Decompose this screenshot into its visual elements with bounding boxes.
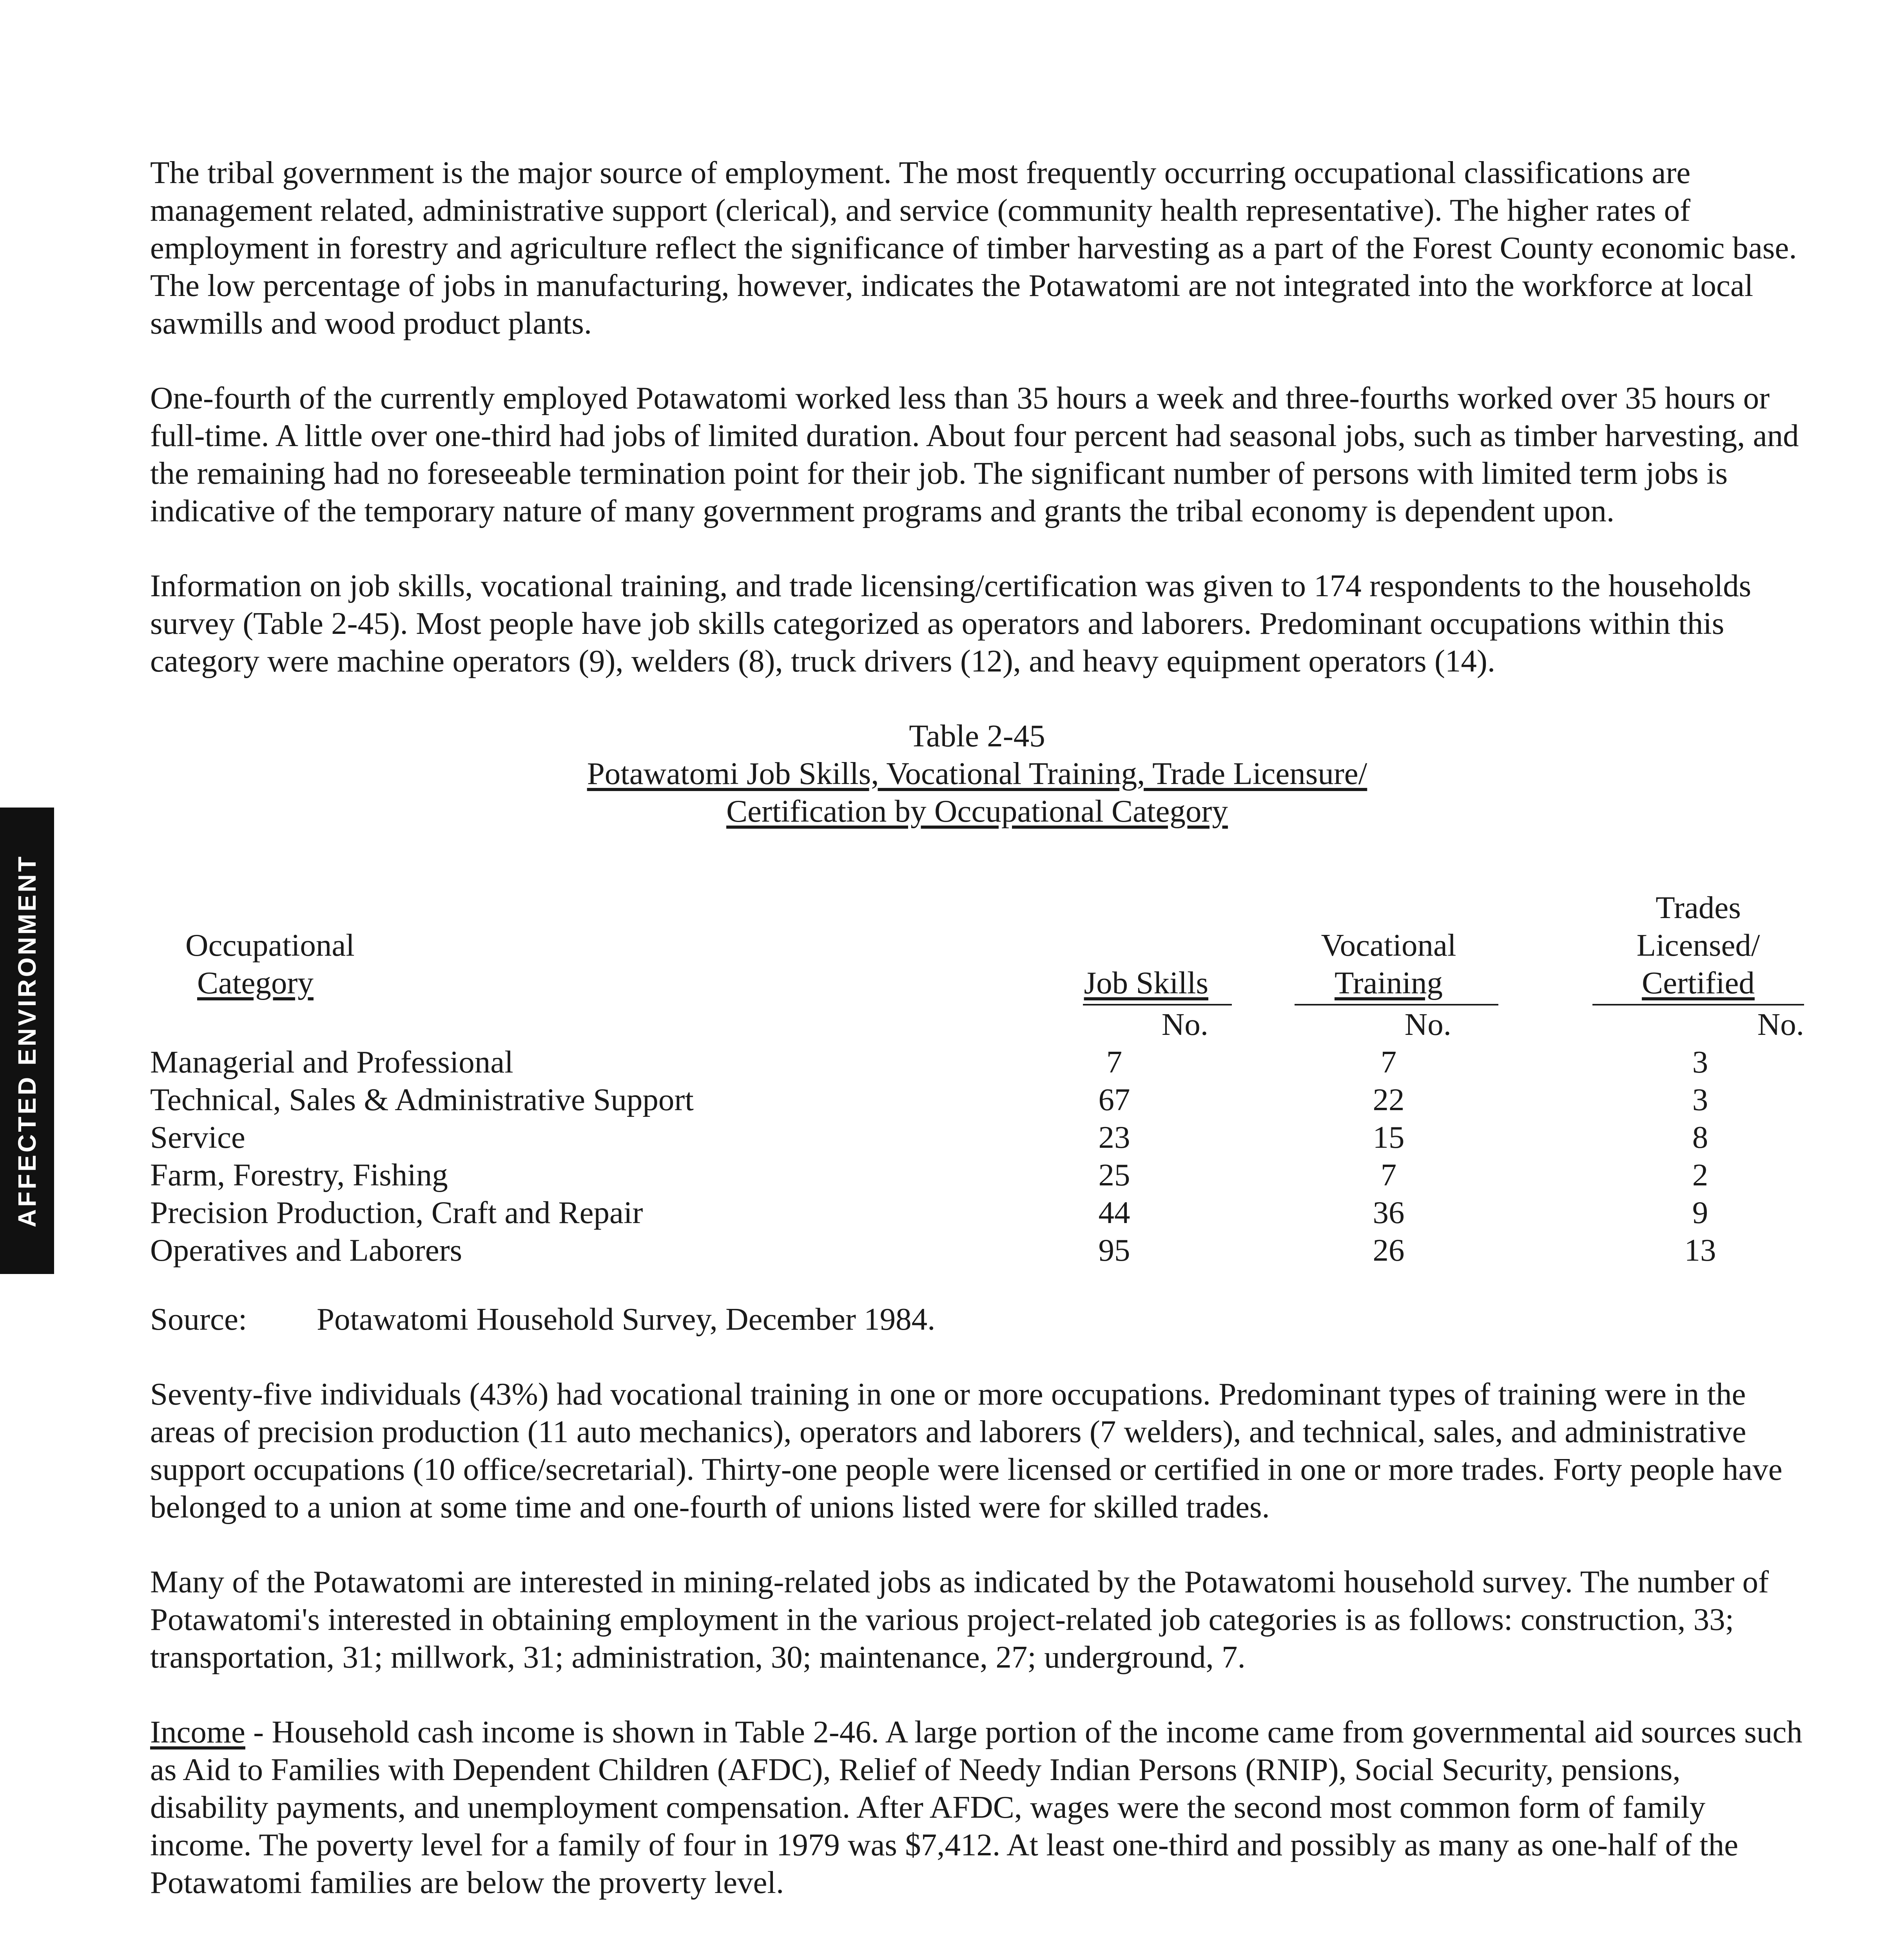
row-trades: 3 xyxy=(1692,1082,1708,1117)
header-trades-mid: Licensed/ xyxy=(1636,927,1760,963)
table-number: Table 2-45 xyxy=(909,718,1045,753)
table-title-line-1: Potawatomi Job Skills, Vocational Training, Trade Licensure/ xyxy=(587,756,1367,791)
row-trades: 2 xyxy=(1692,1157,1708,1192)
income-heading: Income xyxy=(150,1714,245,1749)
units-job-skills: No. xyxy=(1083,1004,1232,1043)
table-body xyxy=(150,1043,1804,1269)
table-caption xyxy=(150,717,1804,830)
table-title-line-2: Certification by Occupational Category xyxy=(726,793,1228,829)
table-row xyxy=(150,1156,1804,1194)
income-text: - Household cash income is shown in Table 2-46. A large portion of the income came from governmental aid sources such as Aid to Families with Dependent Children (AFDC), Relief of Needy Indian Persons (RNIP), Social Security, pensions, disability payments, and unemployment compensation. After AFDC, wages were the second most common form of family income. The poverty level for a family of four in 1979 was $7,412. At least one-third and possibly as many as one-half of the Potawatomi families are below the proverty level. xyxy=(150,1714,1803,1900)
row-category: Farm, Forestry, Fishing xyxy=(150,1157,448,1192)
row-vocational: 15 xyxy=(1373,1120,1405,1155)
header-vocational-top: Vocational xyxy=(1321,927,1456,963)
row-vocational: 22 xyxy=(1373,1082,1405,1117)
header-vocational-bottom: Training xyxy=(1334,965,1443,1000)
row-trades: 3 xyxy=(1692,1044,1708,1080)
table-source xyxy=(150,1300,1804,1338)
header-job-skills-label: Job Skills xyxy=(1084,965,1208,1000)
table-header xyxy=(150,889,1804,1002)
table-row xyxy=(150,1081,1804,1118)
header-category-top: Occupational xyxy=(185,927,355,963)
row-category: Operatives and Laborers xyxy=(150,1232,462,1268)
header-category-bottom: Category xyxy=(197,965,314,1000)
paragraph-income xyxy=(150,1713,1804,1901)
units-trades: No. xyxy=(1592,1004,1804,1043)
row-trades: 13 xyxy=(1684,1232,1716,1268)
paragraph-mining-interest: Many of the Potawatomi are interested in mining-related jobs as indicated by the Potawatomi household survey. The number of Potawatomi's interested in obtaining employment in the various project-related job categories is as follows: construction, 33; transportation, 31; millwork, 31; administration, 30; maintenance, 27; underground, 7. xyxy=(150,1564,1769,1675)
table-row xyxy=(150,1043,1804,1081)
row-vocational: 26 xyxy=(1373,1232,1405,1268)
page-content xyxy=(150,154,1804,1938)
row-vocational: 7 xyxy=(1380,1044,1397,1080)
row-job-skills: 95 xyxy=(1098,1232,1130,1268)
header-trades-bottom: Certified xyxy=(1642,965,1755,1000)
section-side-tab xyxy=(0,808,54,1274)
source-text: Potawatomi Household Survey, December 1984. xyxy=(317,1301,936,1337)
table-row xyxy=(150,1231,1804,1269)
paragraph-job-skills: Information on job skills, vocational training, and trade licensing/certification was given to 174 respondents to the households survey (Table 2-45). Most people have job skills categorized as operators and laborers. Predominant occupations within this category were machine operators (9), welders (8), truck drivers (12), and heavy equipment operators (14). xyxy=(150,568,1752,679)
row-category: Service xyxy=(150,1120,245,1155)
row-category: Technical, Sales & Administrative Support xyxy=(150,1082,694,1117)
occupation-table xyxy=(150,889,1804,1269)
row-job-skills: 44 xyxy=(1098,1195,1130,1230)
paragraph-employment: The tribal government is the major source of employment. The most frequently occurring occupational classifications are management related, administrative support (clerical), and service (community health representative). The higher rates of employment in forestry and agriculture reflect the significance of timber harvesting as a part of the Forest County economic base. The low percentage of jobs in manufacturing, however, indicates the Potawatomi are not integrated into the workforce at local sawmills and wood product plants. xyxy=(150,155,1797,341)
header-vocational xyxy=(1232,926,1498,1002)
paragraph-vocational: Seventy-five individuals (43%) had vocational training in one or more occupations. Predominant types of training were in the areas of precision production (11 auto mechanics), operators and laborers (7 welders), and technical, sales, and administrative support occupations (10 office/secretarial). Thirty-one people were licensed or certified in one or more trades. Forty people have belonged to a union at some time and one-fourth of unions listed were for skilled trades. xyxy=(150,1376,1783,1524)
header-job-skills xyxy=(895,964,1232,1002)
header-trades xyxy=(1498,889,1804,1002)
row-category: Managerial and Professional xyxy=(150,1044,513,1080)
row-job-skills: 23 xyxy=(1098,1120,1130,1155)
row-vocational: 36 xyxy=(1373,1195,1405,1230)
row-category: Precision Production, Craft and Repair xyxy=(150,1195,643,1230)
source-label: Source: xyxy=(150,1301,247,1337)
row-job-skills: 67 xyxy=(1098,1082,1130,1117)
table-row xyxy=(150,1194,1804,1231)
side-tab-label: AFFECTED ENVIRONMENT xyxy=(13,854,41,1227)
row-job-skills: 7 xyxy=(1106,1044,1122,1080)
table-row xyxy=(150,1118,1804,1156)
units-vocational: No. xyxy=(1295,1004,1498,1043)
row-trades: 9 xyxy=(1692,1195,1708,1230)
row-job-skills: 25 xyxy=(1098,1157,1130,1192)
row-vocational: 7 xyxy=(1380,1157,1397,1192)
header-trades-top: Trades xyxy=(1656,890,1741,925)
paragraph-hours: One-fourth of the currently employed Potawatomi worked less than 35 hours a week and three-fourths worked over 35 hours or full-time. A little over one-third had jobs of limited duration. About four percent had seasonal jobs, such as timber harvesting, and the remaining had no foreseeable termination point for their job. The significant number of persons with limited term jobs is indicative of the temporary nature of many government programs and grants the tribal economy is dependent upon. xyxy=(150,380,1799,528)
header-category xyxy=(150,926,895,1002)
row-trades: 8 xyxy=(1692,1120,1708,1155)
table-units-row xyxy=(150,1002,1804,1043)
